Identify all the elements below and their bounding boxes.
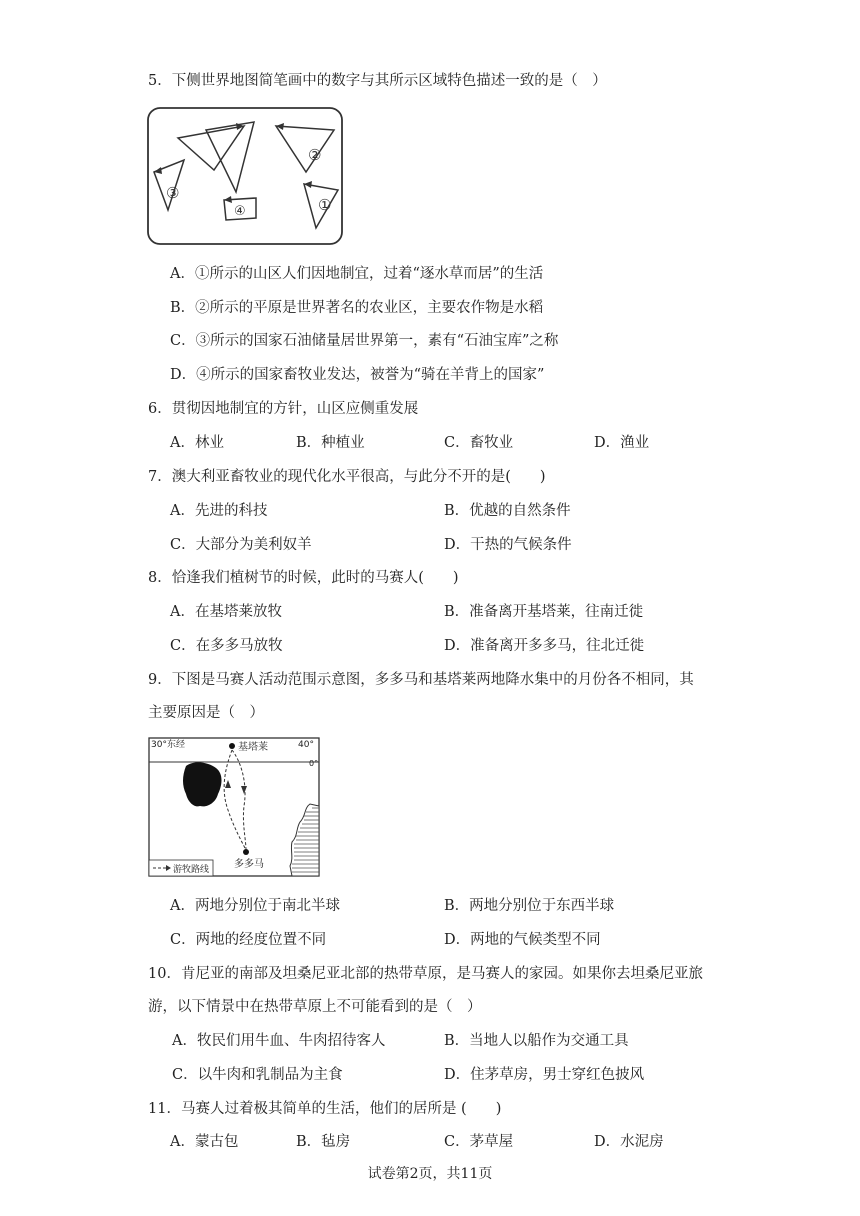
map-label-30e: 30°东经 xyxy=(151,740,185,750)
q9-stem-line1: 9．下图是马赛人活动范围示意图，多多马和基塔莱两地降水集中的月份各不相同，其 xyxy=(148,672,694,688)
q7-option-b[interactable]: B．优越的自然条件 xyxy=(444,503,571,519)
q10-option-c[interactable]: C．以牛肉和乳制品为主食 xyxy=(172,1067,343,1083)
page-footer: 试卷第2页，共11页 xyxy=(367,1166,493,1182)
map-label-4: ④ xyxy=(234,204,246,219)
map-label-dodoma: 多多马 xyxy=(234,859,264,870)
maasai-range-map xyxy=(146,736,322,878)
q5-stem: 5．下侧世界地图简笔画中的数字与其所示区域特色描述一致的是（ ） xyxy=(148,73,607,89)
q10-option-a[interactable]: A．牧民们用牛血、牛肉招待客人 xyxy=(172,1033,386,1049)
q8-option-d[interactable]: D．准备离开多多马，往北迁徙 xyxy=(444,638,645,654)
q11-option-d[interactable]: D．水泥房 xyxy=(594,1134,664,1150)
map-legend-route: 游牧路线 xyxy=(173,865,210,875)
q6-stem: 6．贯彻因地制宜的方针，山区应侧重发展 xyxy=(148,401,419,417)
q8-option-b[interactable]: B．准备离开基塔莱，往南迁徙 xyxy=(444,604,644,620)
map-label-2: ② xyxy=(308,146,322,164)
q6-option-c[interactable]: C．畜牧业 xyxy=(444,435,514,451)
q8-option-c[interactable]: C．在多多马放牧 xyxy=(170,638,283,654)
q6-option-a[interactable]: A．林业 xyxy=(170,435,224,451)
q5-option-b[interactable]: B．②所示的平原是世界著名的农业区，主要农作物是水稻 xyxy=(170,300,544,316)
map-label-equator: 0° xyxy=(309,759,319,768)
q7-option-d[interactable]: D．干热的气候条件 xyxy=(444,537,572,553)
q10-stem-line1: 10．肯尼亚的南部及坦桑尼亚北部的热带草原，是马赛人的家园。如果你去坦桑尼亚旅 xyxy=(148,966,703,982)
q9-option-c[interactable]: C．两地的经度位置不同 xyxy=(170,932,327,948)
q7-option-c[interactable]: C．大部分为美利奴羊 xyxy=(170,537,312,553)
q10-stem-line2: 游，以下情景中在热带草原上不可能看到的是（ ） xyxy=(148,999,482,1015)
q7-stem: 7．澳大利亚畜牧业的现代化水平很高，与此分不开的是( ) xyxy=(148,469,546,485)
map-label-40: 40° xyxy=(298,740,314,750)
map-label-kitale: 基塔莱 xyxy=(238,742,268,753)
q11-option-b[interactable]: B．毡房 xyxy=(296,1134,351,1150)
q9-stem-line2: 主要原因是（ ） xyxy=(148,705,264,721)
map-label-3: ③ xyxy=(166,184,180,202)
q5-option-a[interactable]: A．①所示的山区人们因地制宜，过着“逐水草而居”的生活 xyxy=(170,266,544,282)
q6-option-b[interactable]: B．种植业 xyxy=(296,435,365,451)
q8-stem: 8．恰逢我们植树节的时候，此时的马赛人( ) xyxy=(148,570,459,586)
q9-option-a[interactable]: A．两地分别位于南北半球 xyxy=(170,898,340,914)
q9-option-b[interactable]: B．两地分别位于东西半球 xyxy=(444,898,615,914)
q5-option-c[interactable]: C．③所示的国家石油储量居世界第一，素有“石油宝库”之称 xyxy=(170,333,559,349)
q10-option-b[interactable]: B．当地人以船作为交通工具 xyxy=(444,1033,629,1049)
q11-option-a[interactable]: A．蒙古包 xyxy=(170,1134,239,1150)
q11-stem: 11．马赛人过着极其简单的生活，他们的居所是 ( ) xyxy=(148,1101,502,1117)
q9-option-d[interactable]: D．两地的气候类型不同 xyxy=(444,932,601,948)
q5-option-d[interactable]: D．④所示的国家畜牧业发达，被誉为“骑在羊背上的国家” xyxy=(170,367,545,383)
q8-option-a[interactable]: A．在基塔莱放牧 xyxy=(170,604,282,620)
q7-option-a[interactable]: A．先进的科技 xyxy=(170,503,268,519)
q10-option-d[interactable]: D．住茅草房，男士穿红色披风 xyxy=(444,1067,645,1083)
q11-option-c[interactable]: C．茅草屋 xyxy=(444,1134,514,1150)
q6-option-d[interactable]: D．渔业 xyxy=(594,435,650,451)
world-map-sketch xyxy=(146,106,344,246)
map-label-1: ① xyxy=(318,196,332,214)
